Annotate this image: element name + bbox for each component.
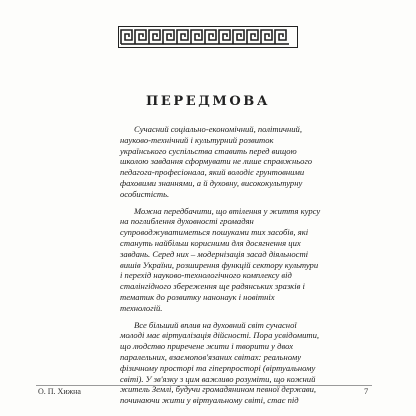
meander-segment <box>135 30 146 44</box>
text-line: що людство приречене жити і творити у двох <box>120 341 294 352</box>
paragraph <box>120 320 334 406</box>
greek-key-ornament <box>118 26 298 48</box>
meander-segment <box>261 30 272 44</box>
text-line: стануть найбільш корисними для досягнення цих <box>120 237 301 248</box>
page-heading: ПЕРЕДМОВА <box>145 94 271 109</box>
meander-segment <box>275 30 286 44</box>
text-line: і перехід науково-технологічного комплексу від <box>120 270 292 281</box>
text-line: фаховими знаннями, а й духовну, висококультурну <box>120 177 303 188</box>
text-line: технологій. <box>120 302 163 313</box>
meander-segment <box>163 30 174 44</box>
body-text <box>120 124 334 412</box>
text-line: фізичному просторі та гіперпросторі (віртуальному <box>120 362 316 373</box>
text-line: Можна передбачити, що втілення у життя курсу <box>134 205 321 216</box>
meander-segment <box>219 30 230 44</box>
meander-segment <box>247 30 258 44</box>
text-line: педагога-професіонала, який володіє грунтовними <box>120 167 305 178</box>
footer-rule <box>36 385 372 386</box>
text-line: житель Землі, будучи громадянином певної держави, <box>120 384 317 395</box>
text-line: особистість. <box>120 188 170 199</box>
text-line: світі). У зв'язку з цим важливо розуміти, що кожний <box>120 373 316 384</box>
text-line: українського суспільства ставить перед вищою <box>120 145 297 156</box>
paragraph <box>120 206 334 314</box>
text-line: тематик до розвитку нанонаук і новітніх <box>120 291 275 302</box>
meander-segment <box>149 30 160 44</box>
text-line: молоді має віртуалізація дійсності. Пора усвідомити, <box>120 330 320 341</box>
text-line: Все більший вплив на духовний світ сучасної <box>134 319 297 330</box>
text-line: паралельних, взаємопов'язаних світах: реальному <box>120 351 302 362</box>
meander-segment <box>191 30 202 44</box>
meander-segment <box>205 30 216 44</box>
text-line: вишів України, розширення функцій сектору культури <box>120 259 319 270</box>
text-line: сталінгідного збереження ще радянських зразків і <box>120 281 305 292</box>
meander-segment <box>177 30 188 44</box>
page-number: 7 <box>364 386 369 396</box>
footer-author: О. П. Хижна <box>38 387 81 396</box>
meander-segment <box>233 30 244 44</box>
paragraph <box>120 124 334 200</box>
text-line: супроводжуватиметься пошуками тих засобів, які <box>120 227 309 238</box>
text-line: Сучасний соціально-економічний, політичний, <box>134 124 303 134</box>
meander-segment <box>121 30 132 44</box>
text-line: починаючи жити у віртуальному світі, стає під <box>120 395 299 406</box>
text-line: на поглиблення духовності громадян <box>120 216 254 227</box>
text-line: науково-технічний і культурний розвиток <box>120 134 274 145</box>
text-line: завдань. Серед них – модернізація засад діяльності <box>120 248 309 259</box>
text-line: школою завдання сформувати не лише справжнього <box>120 156 313 167</box>
